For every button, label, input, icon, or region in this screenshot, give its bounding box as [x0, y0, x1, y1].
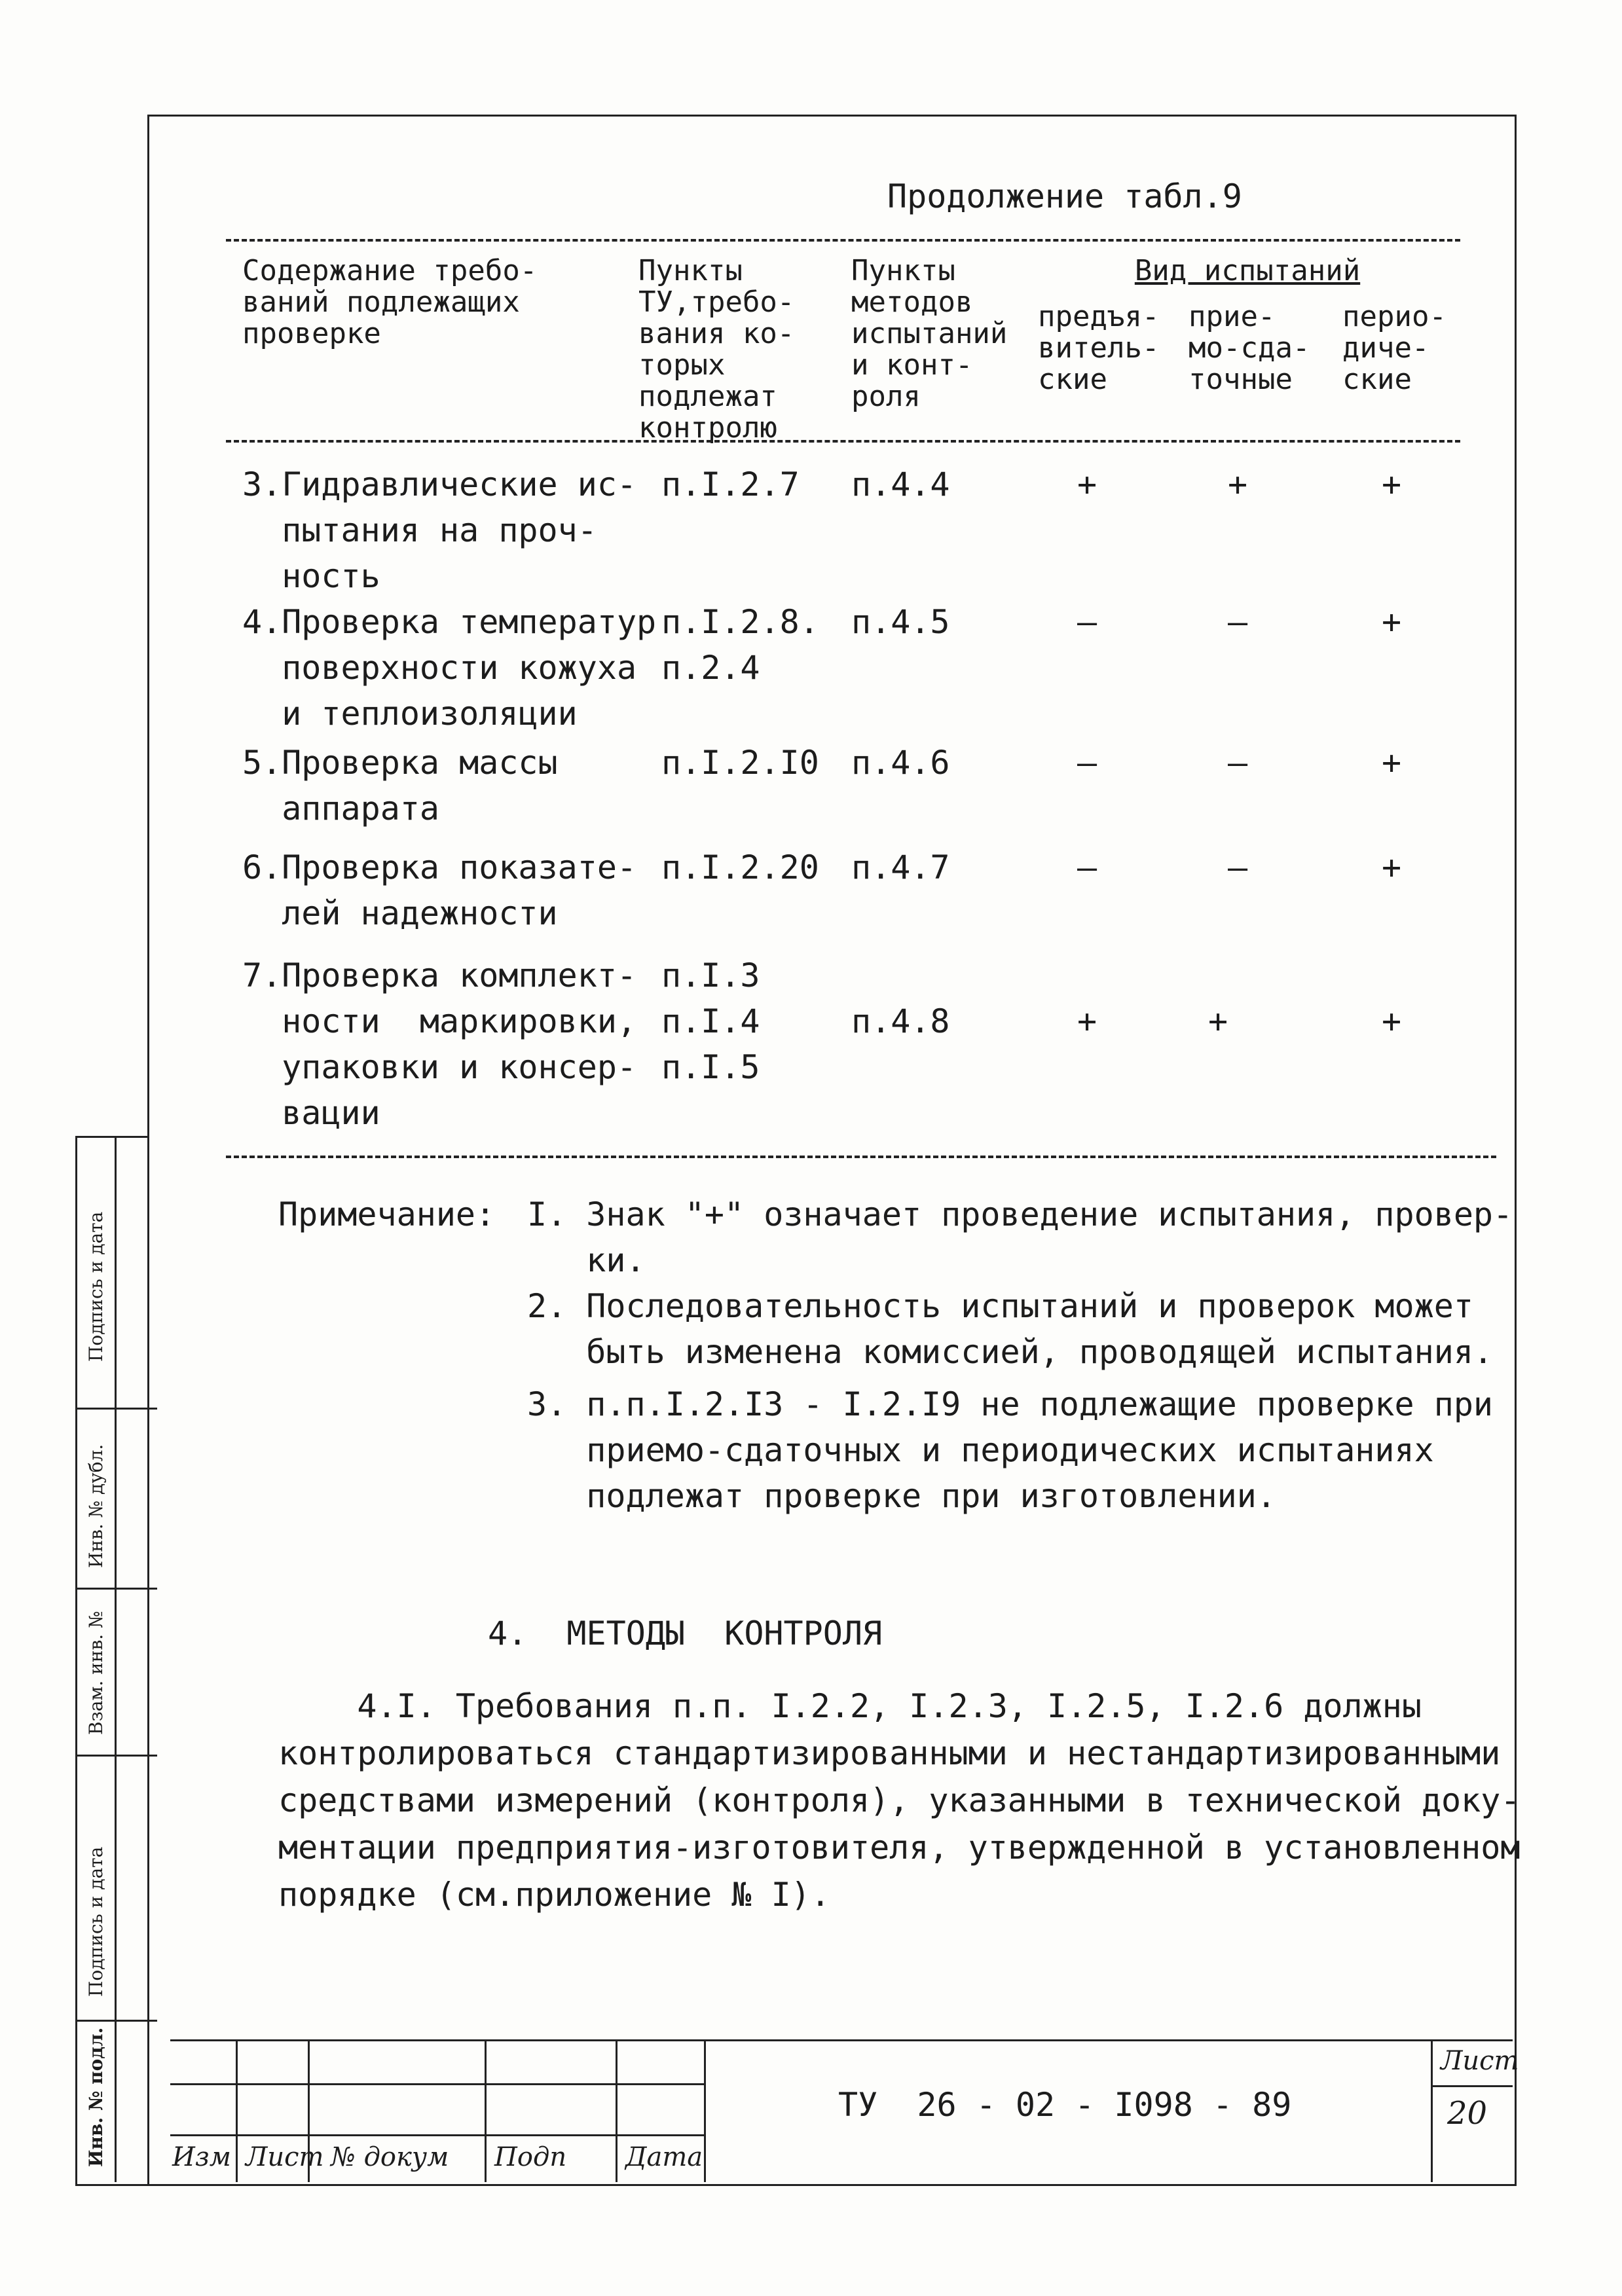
sidebar-label-signature-1: Подпись и дата [85, 1211, 107, 1362]
stamp-col-sheet: Лист [246, 2142, 324, 2172]
sheet-number: 20 [1447, 2095, 1488, 2132]
row-3-requirement: 3.Гидравлические ис- пытания на проч- ность [242, 465, 637, 595]
row-7-preliminary: + [1077, 1002, 1097, 1040]
stamp-col-docnum: № докум [331, 2142, 449, 2172]
row-3-periodic: + [1382, 465, 1402, 503]
stamp-sheet-divider [1431, 2085, 1513, 2087]
header-method-items: Пункты методов испытаний и конт- роля [851, 254, 1008, 413]
table-top-rule [226, 239, 1460, 242]
stamp-col-line [1431, 2039, 1433, 2182]
section-title: 4. МЕТОДЫ КОНТРОЛЯ [488, 1614, 883, 1652]
row-7-periodic: + [1382, 1002, 1402, 1040]
row-5-tu: п.I.2.I0 [661, 744, 819, 782]
note-label: Примечание: [278, 1195, 496, 1233]
row-4-method: п.4.5 [851, 603, 950, 641]
section-paragraph: 4.I. Требования п.п. I.2.2, I.2.3, I.2.5, I.2.6 должны контролироваться стандартизированными и нестандартизированными средствами измерений (контроля), указанными в технической доку- ментации предприятия-изготовителя, утвержденной в установленном порядке (см.приложение № I). [278, 1687, 1521, 1914]
row-3-preliminary: + [1077, 465, 1097, 503]
note-item-2: 2. Последовательность испытаний и проверок может быть изменена комиссией, проводящей испытания. [527, 1287, 1494, 1371]
row-5-periodic: + [1382, 744, 1402, 782]
sidebar-label-replace-inv: Взам. инв. № [85, 1611, 107, 1735]
stamp-col-line [704, 2039, 706, 2182]
sidebar-label-signature-2: Подпись и дата [85, 1846, 107, 1997]
header-periodic: перио- диче- ские [1342, 300, 1447, 396]
stamp-col-signature: Подп [494, 2142, 567, 2172]
row-3-tu: п.I.2.7 [661, 465, 800, 503]
row-4-periodic: + [1382, 603, 1402, 641]
row-6-tu: п.I.2.20 [661, 848, 819, 886]
row-6-periodic: + [1382, 848, 1402, 886]
row-3-method: п.4.4 [851, 465, 950, 503]
row-7-tu: п.I.3 п.I.4 п.I.5 [661, 957, 760, 1086]
row-3-acceptance: + [1228, 465, 1248, 503]
row-7-requirement: 7.Проверка комплект- ности маркировки, упаковки и консер- вации [242, 957, 637, 1132]
row-6-acceptance: – [1228, 848, 1248, 886]
row-5-acceptance: – [1228, 744, 1248, 782]
row-7-method: п.4.8 [851, 1002, 950, 1040]
row-6-method: п.4.7 [851, 848, 950, 886]
row-4-preliminary: – [1077, 603, 1097, 641]
stamp-col-change: Изм [172, 2142, 231, 2172]
sidebar-label-dup-inv: Инв. № дубл. [85, 1444, 107, 1568]
stamp-col-line [485, 2039, 487, 2182]
stamp-col-line [616, 2039, 617, 2182]
row-5-requirement: 5.Проверка массы аппарата [242, 744, 558, 828]
table-caption: Продолжение табл.9 [887, 177, 1242, 215]
stamp-row-line [170, 2083, 704, 2085]
header-tu-items: Пункты ТУ,требо- вания ко- торых подлежат контролю [638, 254, 795, 445]
row-6-requirement: 6.Проверка показате- лей надежности [242, 848, 637, 932]
sidebar-label-orig-inv: Инв. № подл. [85, 2027, 107, 2167]
header-preliminary: предъя- витель- ские [1038, 300, 1160, 396]
header-acceptance: прие- мо-сда- точные [1189, 300, 1310, 396]
stamp-col-line [236, 2039, 238, 2182]
row-5-method: п.4.6 [851, 744, 950, 782]
row-4-tu: п.I.2.8. п.2.4 [661, 603, 819, 687]
stamp-row-line [170, 2134, 704, 2136]
row-4-requirement: 4.Проверка температур поверхности кожуха и теплоизоляции [242, 603, 657, 733]
header-bottom-rule [226, 440, 1460, 443]
sheet-label: Лист [1441, 2046, 1519, 2076]
header-test-types: Вид испытаний [1134, 254, 1361, 287]
row-6-preliminary: – [1077, 848, 1097, 886]
sidebar-inner-line [115, 1136, 117, 2182]
note-item-3: 3. п.п.I.2.I3 - I.2.I9 не подлежащие проверке при приемо-сдаточных и периодических испытаниях подлежат проверке при изготовлении. [527, 1385, 1494, 1515]
stamp-top-line [170, 2039, 1513, 2041]
document-number: ТУ 26 - 02 - I098 - 89 [838, 2086, 1292, 2124]
row-4-acceptance: – [1228, 603, 1248, 641]
table-bottom-rule [226, 1156, 1496, 1158]
stamp-col-date: Дата [625, 2142, 703, 2172]
row-7-acceptance: + [1208, 1002, 1228, 1040]
row-5-preliminary: – [1077, 744, 1097, 782]
header-requirements: Содержание требо- ваний подлежащих проверке [242, 254, 538, 350]
note-item-1: I. Знак "+" означает проведение испытания, провер- ки. [527, 1195, 1513, 1279]
